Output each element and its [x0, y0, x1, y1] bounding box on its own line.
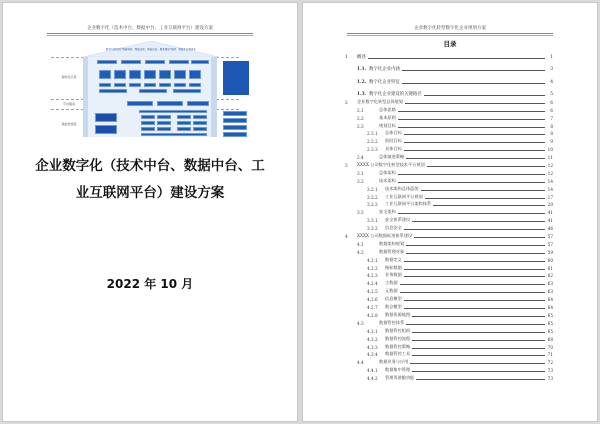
toc-entry-label: XXXX 公司数据标准体系建设 — [357, 233, 413, 239]
toc-entry-number: 3.3.2 — [367, 226, 378, 232]
dot-leader — [406, 324, 545, 325]
toc-entry[interactable] — [345, 72, 553, 85]
toc-entry-number: 4.2 — [357, 249, 364, 255]
toc-entry-label: 数据架构规划 — [379, 240, 405, 246]
toc-entry[interactable] — [345, 239, 553, 247]
toc-entry-number: 4.3.3 — [367, 344, 378, 350]
toc-entry-label: 数据定义 — [385, 256, 402, 262]
architecture-diagram — [53, 39, 249, 139]
dot-leader — [404, 300, 545, 301]
toc-entry-label: 安全体系建设 — [385, 217, 411, 223]
toc-entry-label: 管理驾驶舱功能 — [385, 375, 415, 381]
toc-entry[interactable] — [345, 365, 553, 373]
toc-entry-page: 41 — [547, 218, 553, 224]
toc-entry-label: 数据管控组织 — [385, 327, 411, 333]
toc-entry-label: 数据业务与应用 — [379, 359, 409, 365]
toc-entry-label: 元数据 — [385, 288, 398, 294]
toc-entry-label: 具体目标 — [385, 146, 402, 152]
toc-entry-number: 3.2.2 — [367, 194, 378, 200]
toc-entry[interactable] — [345, 357, 553, 365]
dot-leader — [398, 182, 545, 183]
toc-entry-number: 4.3.4 — [367, 352, 378, 358]
toc-entry-label: 数据管控工具 — [385, 351, 411, 357]
toc-entry-page: 57 — [547, 234, 553, 240]
toc-entry-label: 技术架构总体蓝图 — [385, 185, 419, 191]
toc-entry-page: 73 — [547, 368, 553, 374]
toc-entry-number: 4.4.1 — [367, 368, 378, 374]
dot-leader — [404, 142, 545, 143]
toc-entry-page: 41 — [547, 210, 553, 216]
toc-entry-page: 5 — [550, 92, 553, 97]
toc-entry-number: 3.3 — [357, 210, 364, 216]
toc-entry-number: 4.2.2 — [367, 265, 378, 271]
dot-leader — [404, 261, 545, 262]
toc-entry[interactable] — [345, 310, 553, 318]
dot-leader — [404, 308, 545, 309]
dot-leader — [400, 284, 545, 285]
toc-entry-page: 12 — [547, 163, 553, 169]
toc-entry[interactable] — [345, 152, 553, 160]
toc-entry-label: 总体架构 — [379, 169, 396, 175]
toc-entry-page: 64 — [547, 297, 553, 303]
toc-entry-label: 总体思路 — [379, 106, 396, 112]
toc-entry[interactable] — [345, 60, 553, 73]
dot-leader — [412, 371, 545, 372]
toc-entry-label: 数据资源地图 — [385, 311, 411, 317]
dot-leader — [405, 103, 545, 104]
toc-entry[interactable] — [345, 184, 553, 192]
toc-entry-page: 73 — [547, 376, 553, 382]
toc-entry-number: 3.2.1 — [367, 186, 378, 192]
cover-title: 企业数字化（技术中台、数据中台、工 业互联网平台）建设方案 — [35, 158, 265, 201]
toc-entry-label: 安全架构 — [379, 209, 396, 215]
toc-entry-label: 数字化企业内涵 — [369, 67, 400, 72]
platform-panel — [83, 57, 217, 137]
toc-entry[interactable] — [345, 247, 553, 255]
dot-leader — [398, 119, 545, 120]
dot-leader — [402, 83, 545, 84]
dot-leader — [406, 158, 545, 159]
toc-entry-page: 3 — [550, 67, 553, 72]
toc-entry-page: 72 — [547, 360, 553, 366]
toc-entry-page: 46 — [547, 226, 553, 232]
toc-entry-page: 4 — [550, 79, 553, 85]
dot-leader — [421, 190, 545, 191]
toc-entry-label: 总体演进策略 — [379, 154, 405, 160]
toc-entry-label: 数据集中管理 — [385, 367, 411, 373]
toc-entry[interactable] — [345, 160, 553, 168]
dot-leader — [404, 269, 545, 270]
toc-entry[interactable] — [345, 231, 553, 239]
toc-entry-number: 2.4 — [357, 155, 364, 161]
dot-leader — [398, 213, 545, 214]
toc-entry-label: 数字化企业特征 — [369, 79, 400, 85]
toc-entry-number: 4 — [345, 234, 348, 240]
toc-entry-number: 4.3.2 — [367, 336, 378, 342]
toc-entry-number: 3.1 — [357, 170, 364, 176]
toc-entry-label: XXXX 公司数字化转型技术平台规划 — [357, 162, 425, 168]
dot-leader — [412, 316, 545, 317]
dot-leader — [414, 237, 545, 238]
toc-entry-page: 71 — [547, 352, 553, 358]
toc-entry[interactable] — [345, 278, 553, 286]
toc-entry-label: 工业互联网平台规划 — [385, 193, 423, 199]
toc-entry-page: 61 — [547, 265, 553, 271]
toc-entry[interactable] — [345, 85, 553, 98]
toc-entry-label: 数字化企业建设的关键路径 — [369, 92, 422, 97]
dot-leader — [402, 70, 545, 71]
toc-entry[interactable] — [345, 207, 553, 215]
toc-entry-label: 工业互联网平台架构体系 — [385, 201, 432, 207]
dot-leader — [412, 348, 545, 349]
dot-leader — [412, 221, 545, 222]
toc-entry-label: 信息模型 — [385, 296, 402, 302]
toc-entry-number: 4.2.4 — [367, 281, 378, 287]
toc-entry-number: 1.1. — [357, 67, 367, 72]
table-of-contents — [345, 47, 553, 381]
toc-entry[interactable] — [345, 271, 553, 279]
toc-entry-page: 65 — [547, 312, 553, 318]
toc-entry-label: 指标数据 — [385, 264, 402, 270]
toc-entry-label: 数据管控流程 — [385, 335, 411, 341]
toc-entry[interactable] — [345, 105, 553, 113]
toc-entry-page: 7 — [550, 115, 553, 121]
toc-entry-page: 64 — [547, 305, 553, 311]
toc-entry-number: 4.3.1 — [367, 328, 378, 334]
toc-entry-number: 3.3.1 — [367, 218, 378, 224]
toc-entry[interactable] — [345, 286, 553, 294]
toc-entry[interactable] — [345, 255, 553, 263]
toc-entry[interactable] — [345, 326, 553, 334]
toc-entry[interactable] — [345, 113, 553, 121]
dot-leader — [427, 166, 545, 167]
toc-entry-number: 1 — [345, 54, 348, 60]
running-header: 企业数字化转型数字化企业规划方案 — [347, 25, 553, 34]
toc-entry-label: 技术架构 — [379, 177, 396, 183]
toc-entry[interactable] — [345, 294, 553, 302]
dot-leader — [404, 134, 545, 135]
dot-leader — [398, 111, 545, 112]
toc-entry-page: 10 — [547, 147, 553, 153]
toc-entry[interactable] — [345, 373, 553, 381]
toc-entry-page: 6 — [550, 99, 553, 105]
toc-entry[interactable] — [345, 97, 553, 105]
toc-entry[interactable] — [345, 223, 553, 231]
dot-leader — [398, 127, 545, 128]
toc-entry-number: 3 — [345, 163, 348, 169]
toc-entry-page: 62 — [547, 273, 553, 279]
toc-entry-page: 6 — [550, 107, 553, 113]
toc-page — [302, 2, 598, 422]
dot-leader — [412, 340, 545, 341]
toc-entry-number: 2.2 — [357, 115, 364, 121]
toc-entry-page: 70 — [547, 344, 553, 350]
toc-entry-page: 63 — [547, 289, 553, 295]
cover-date: 2022 年 10 月 — [106, 277, 194, 291]
toc-entry-number: 4.2.8 — [367, 312, 378, 318]
toc-entry-number: 4.4.2 — [367, 376, 378, 382]
toc-entry[interactable] — [345, 334, 553, 342]
toc-entry[interactable] — [345, 215, 553, 223]
dot-leader — [406, 245, 545, 246]
toc-entry-label: 企业数字化转型总体规划 — [357, 98, 404, 104]
toc-entry-label: 阶段目标 — [385, 138, 402, 144]
toc-entry-page: 59 — [547, 249, 553, 255]
layer-label: 智能化应用 — [61, 75, 77, 79]
toc-entry-page: 8 — [550, 131, 553, 137]
toc-entry-label: 业务数据 — [385, 272, 402, 278]
ops-column — [221, 107, 249, 139]
layer-label: 基础设施层 — [61, 122, 77, 126]
toc-entry-number: 4.2.1 — [367, 257, 378, 263]
toc-entry-label: 基本原则 — [379, 114, 396, 120]
toc-entry-label: 数仓模型 — [385, 304, 402, 310]
running-header: 企业数字化（技术中台、数据中台、工业互联网平台）建设方案 — [47, 25, 253, 34]
toc-entry-label: 数据管控体系 — [379, 319, 405, 325]
toc-entry[interactable] — [345, 302, 553, 310]
toc-entry[interactable] — [345, 136, 553, 144]
dot-leader — [412, 355, 545, 356]
dot-leader — [424, 95, 545, 96]
toc-entry[interactable] — [345, 263, 553, 271]
dot-leader — [412, 332, 545, 333]
toc-entry-number: 2 — [345, 99, 348, 105]
toc-entry[interactable] — [345, 129, 553, 137]
toc-entry-page: 12 — [547, 170, 553, 176]
toc-entry-number: 4.1 — [357, 241, 364, 247]
toc-entry-number: 1.2. — [357, 79, 367, 85]
side-bar — [211, 57, 217, 137]
toc-entry-label: 概述 — [357, 54, 366, 60]
toc-entry[interactable] — [345, 350, 553, 358]
toc-entry-label: 主数据 — [385, 280, 398, 286]
toc-entry[interactable] — [345, 200, 553, 208]
toc-entry[interactable] — [345, 121, 553, 129]
dot-leader — [404, 276, 545, 277]
toc-entry-number: 3.2.3 — [367, 202, 378, 208]
toc-title: 目录 — [443, 40, 457, 48]
dot-leader — [368, 58, 545, 59]
dot-leader — [433, 205, 545, 206]
toc-entry-number: 4.2.6 — [367, 297, 378, 303]
toc-entry-number: 2.1 — [357, 107, 364, 113]
toc-entry-page: 11 — [547, 155, 553, 161]
toc-entry[interactable] — [345, 342, 553, 350]
dot-leader — [400, 292, 545, 293]
side-bar — [83, 57, 88, 137]
toc-entry-number: 3.2 — [357, 178, 364, 184]
toc-entry-page: 14 — [547, 178, 553, 184]
toc-entry-page: 14 — [547, 186, 553, 192]
toc-entry-page: 9 — [550, 139, 553, 145]
roof-caption: 数字化驱动的“智能制造、智能运营、智能决策、服务增值”服务 · 智能化运营体系 — [106, 48, 196, 51]
dot-leader — [425, 198, 545, 199]
toc-entry[interactable] — [345, 176, 553, 184]
dot-leader — [406, 253, 545, 254]
toc-entry-number: 2.3.1 — [367, 131, 378, 137]
dot-leader — [398, 174, 545, 175]
toc-entry-label: 信息安全 — [385, 225, 402, 231]
toc-entry-page: 68 — [547, 336, 553, 342]
toc-entry-number: 4.3 — [357, 320, 364, 326]
toc-entry-page: 1 — [550, 54, 553, 60]
toc-entry[interactable] — [345, 192, 553, 200]
toc-entry-page: 65 — [547, 320, 553, 326]
cover-page — [2, 2, 298, 422]
toc-entry[interactable] — [345, 318, 553, 326]
toc-entry-number: 4.2.7 — [367, 305, 378, 311]
toc-entry-page: 63 — [547, 281, 553, 287]
toc-entry-number: 4.4 — [357, 360, 364, 366]
dot-leader — [404, 229, 545, 230]
dot-leader — [404, 150, 545, 151]
toc-entry-page: 60 — [547, 257, 553, 263]
toc-entry-page: 65 — [547, 328, 553, 334]
toc-entry-page: 17 — [547, 194, 553, 200]
toc-entry-page: 8 — [550, 123, 553, 129]
toc-entry-number: 4.2.3 — [367, 273, 378, 279]
security-block — [223, 61, 249, 95]
toc-entry-number: 2.3.3 — [367, 147, 378, 153]
toc-entry-page: 57 — [547, 241, 553, 247]
toc-entry-page: 20 — [547, 202, 553, 208]
toc-entry-number: 1.3. — [357, 92, 367, 97]
toc-entry[interactable] — [345, 168, 553, 176]
toc-entry-label: 总体目标 — [385, 130, 402, 136]
toc-entry-label: 数据管控策略 — [385, 343, 411, 349]
toc-entry-label: 数据管理对象 — [379, 248, 405, 254]
layer-label: 平台服务 — [62, 102, 75, 106]
toc-entry[interactable] — [345, 47, 553, 60]
dot-leader — [410, 363, 545, 364]
dot-leader — [416, 379, 545, 380]
toc-entry-number: 2.3.2 — [367, 139, 378, 145]
toc-entry-number: 2.3 — [357, 123, 364, 129]
toc-entry-label: 规划目标 — [379, 122, 396, 128]
toc-entry-number: 4.2.5 — [367, 289, 378, 295]
toc-entry[interactable] — [345, 144, 553, 152]
